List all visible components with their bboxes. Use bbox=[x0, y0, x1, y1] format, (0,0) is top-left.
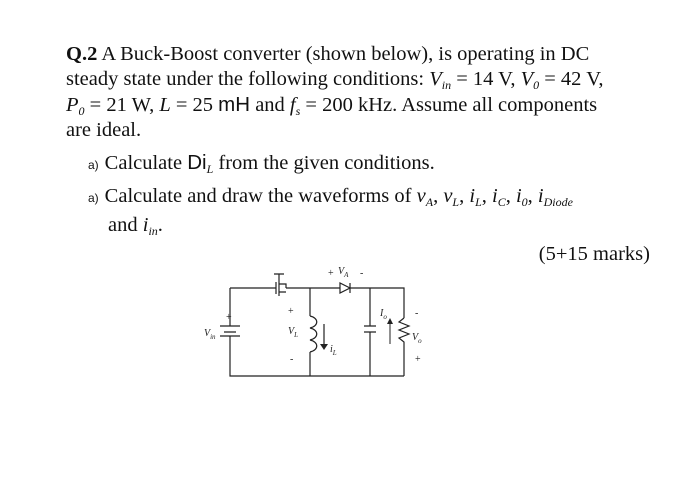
part-a-waveforms-continued: and $i_{in}$. bbox=[108, 214, 163, 238]
part-a-waveforms: a) Calculate and draw the waveforms of $v_A$, $v_L$, $i_L$, $i_C$, $i_0$, $i_{Diode}$ bbox=[88, 185, 573, 209]
wire-to-load bbox=[370, 288, 404, 318]
label-vo: $V_o$ bbox=[412, 332, 422, 345]
label-va-plus: + bbox=[328, 268, 334, 279]
part-marker: a) bbox=[88, 158, 99, 172]
switch-transistor bbox=[276, 280, 286, 296]
inductor-coil bbox=[310, 316, 317, 352]
vo-arrowhead bbox=[387, 318, 393, 324]
source-battery bbox=[220, 326, 240, 336]
label-io: $I_o$ bbox=[380, 308, 387, 321]
label-va: $V_A$ bbox=[338, 266, 349, 279]
question-line-4: are ideal. bbox=[66, 119, 142, 141]
label-va-minus: - bbox=[360, 268, 364, 279]
switch-gate bbox=[274, 274, 284, 280]
label-vo-plus: + bbox=[415, 354, 421, 365]
label-vl: $V_L$ bbox=[288, 326, 299, 339]
buck-boost-circuit-diagram bbox=[190, 266, 430, 390]
capacitor bbox=[364, 288, 376, 376]
label-vin: $V_{in}$ bbox=[204, 328, 216, 341]
diode-symbol bbox=[340, 283, 350, 293]
il-arrowhead bbox=[320, 344, 328, 350]
label-vl-minus: - bbox=[290, 354, 294, 365]
question-line-3: $P_0 = 21$ W, L = 25 mH and $f_s = 200$ kHz. Assume all components bbox=[66, 93, 598, 118]
label-vl-plus: + bbox=[288, 306, 294, 317]
label-vo-minus: - bbox=[415, 308, 419, 319]
marks-allocation: (5+15 marks) bbox=[538, 243, 650, 265]
question-line-2: steady state under the following conditions: $V_{in} = 14$ V, $V_0 = 42$ V, bbox=[66, 68, 604, 92]
label-vin-plus: + bbox=[226, 312, 232, 323]
question-paragraph bbox=[66, 42, 662, 143]
part-a-delta-il: a) Calculate $Di_L$ from the given conditions. bbox=[88, 151, 435, 176]
label-il: $i_L$ bbox=[330, 344, 337, 357]
part-marker: a) bbox=[88, 191, 99, 205]
question-number: Q.2 bbox=[66, 43, 98, 65]
question-line-1: Q.2 A Buck-Boost converter (shown below), is operating in DC bbox=[66, 43, 590, 65]
load-resistor bbox=[399, 318, 409, 376]
